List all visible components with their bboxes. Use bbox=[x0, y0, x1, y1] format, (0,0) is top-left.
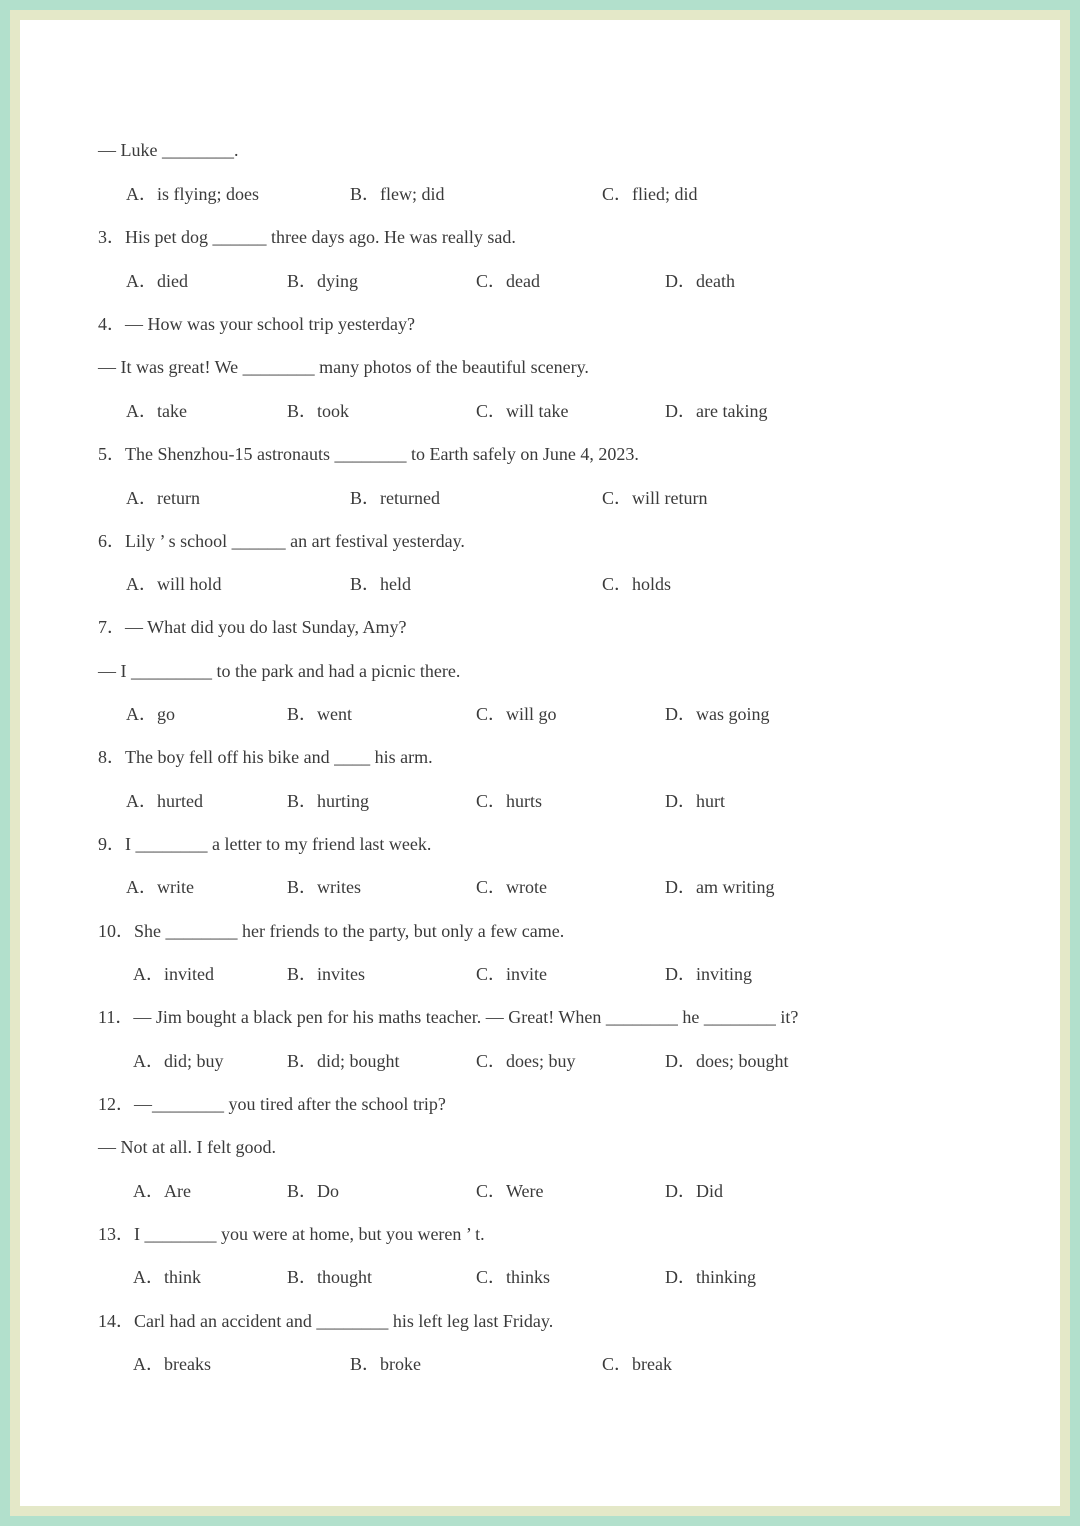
option-c[interactable]: C．dead bbox=[476, 271, 540, 291]
option-b[interactable]: B．writes bbox=[287, 877, 361, 897]
option-b[interactable]: B．broke bbox=[350, 1354, 421, 1374]
option-d[interactable]: D．are taking bbox=[665, 401, 768, 421]
option-b[interactable]: B．flew; did bbox=[350, 184, 445, 204]
option-c[interactable]: C．break bbox=[602, 1354, 672, 1374]
question-stem: 9．I ________ a letter to my friend last week. bbox=[98, 834, 432, 854]
option-b[interactable]: B．took bbox=[287, 401, 350, 421]
option-b[interactable]: B．thought bbox=[287, 1267, 373, 1287]
option-c[interactable]: C．holds bbox=[602, 574, 672, 594]
option-c[interactable]: C．does; buy bbox=[476, 1051, 576, 1071]
question-stem: 13．I ________ you were at home, but you weren ’ t. bbox=[98, 1224, 485, 1244]
option-a[interactable]: A．return bbox=[126, 488, 200, 508]
question-stem: 8．The boy fell off his bike and ____ his arm. bbox=[98, 747, 433, 767]
option-a[interactable]: A．hurted bbox=[126, 791, 203, 811]
option-a[interactable]: A．did; buy bbox=[133, 1051, 224, 1071]
option-c[interactable]: C．thinks bbox=[476, 1267, 551, 1287]
option-b[interactable]: B．hurting bbox=[287, 791, 370, 811]
question-stem: 14．Carl had an accident and ________ his left leg last Friday. bbox=[98, 1311, 554, 1331]
option-b[interactable]: B．returned bbox=[350, 488, 440, 508]
option-c[interactable]: C．hurts bbox=[476, 791, 543, 811]
option-d[interactable]: D．hurt bbox=[665, 791, 725, 811]
question-stem: 5．The Shenzhou-15 astronauts ________ to Earth safely on June 4, 2023. bbox=[98, 444, 639, 464]
question-stem: 3．His pet dog ______ three days ago. He was really sad. bbox=[98, 227, 516, 247]
question-stem: 12．—________ you tired after the school trip? bbox=[98, 1094, 446, 1114]
option-a[interactable]: A．died bbox=[126, 271, 188, 291]
option-c[interactable]: C．Were bbox=[476, 1181, 544, 1201]
question-stem: 10．She ________ her friends to the party, but only a few came. bbox=[98, 921, 565, 941]
option-a[interactable]: A．will hold bbox=[126, 574, 222, 594]
option-a[interactable]: A．breaks bbox=[133, 1354, 211, 1374]
option-a[interactable]: A．write bbox=[126, 877, 194, 897]
option-a[interactable]: A．invited bbox=[133, 964, 214, 984]
option-c[interactable]: C．invite bbox=[476, 964, 547, 984]
option-d[interactable]: D．was going bbox=[665, 704, 770, 724]
option-a[interactable]: A．Are bbox=[133, 1181, 191, 1201]
question-stem: 11．— Jim bought a black pen for his maths teacher. — Great! When ________ he ________ it? bbox=[98, 1007, 799, 1027]
option-b[interactable]: B．invites bbox=[287, 964, 366, 984]
option-c[interactable]: C．will take bbox=[476, 401, 569, 421]
question-stem: 7．— What did you do last Sunday, Amy? bbox=[98, 617, 407, 637]
option-c[interactable]: C．flied; did bbox=[602, 184, 698, 204]
option-d[interactable]: D．Did bbox=[665, 1181, 723, 1201]
option-a[interactable]: A．think bbox=[133, 1267, 202, 1287]
option-d[interactable]: D．does; bought bbox=[665, 1051, 789, 1071]
option-a[interactable]: A．go bbox=[126, 704, 175, 724]
question-stem: 6．Lily ’ s school ______ an art festival yesterday. bbox=[98, 531, 465, 551]
question-stem-line-2: — It was great! We ________ many photos of the beautiful scenery. bbox=[98, 357, 589, 377]
option-d[interactable]: D．thinking bbox=[665, 1267, 757, 1287]
option-d[interactable]: D．death bbox=[665, 271, 735, 291]
option-c[interactable]: C．will go bbox=[476, 704, 557, 724]
option-a[interactable]: A．is flying; does bbox=[126, 184, 259, 204]
option-d[interactable]: D．inviting bbox=[665, 964, 753, 984]
option-b[interactable]: B．Do bbox=[287, 1181, 340, 1201]
question-stem-line-2: — I _________ to the park and had a picnic there. bbox=[98, 661, 461, 681]
option-b[interactable]: B．did; bought bbox=[287, 1051, 400, 1071]
question-stem: 4．— How was your school trip yesterday? bbox=[98, 314, 415, 334]
option-b[interactable]: B．went bbox=[287, 704, 352, 724]
question-stem-line-2: — Not at all. I felt good. bbox=[98, 1137, 276, 1157]
question-stem: — Luke ________. bbox=[98, 140, 239, 160]
option-d[interactable]: D．am writing bbox=[665, 877, 775, 897]
option-c[interactable]: C．will return bbox=[602, 488, 708, 508]
option-b[interactable]: B．dying bbox=[287, 271, 359, 291]
option-c[interactable]: C．wrote bbox=[476, 877, 547, 897]
option-b[interactable]: B．held bbox=[350, 574, 411, 594]
option-a[interactable]: A．take bbox=[126, 401, 187, 421]
